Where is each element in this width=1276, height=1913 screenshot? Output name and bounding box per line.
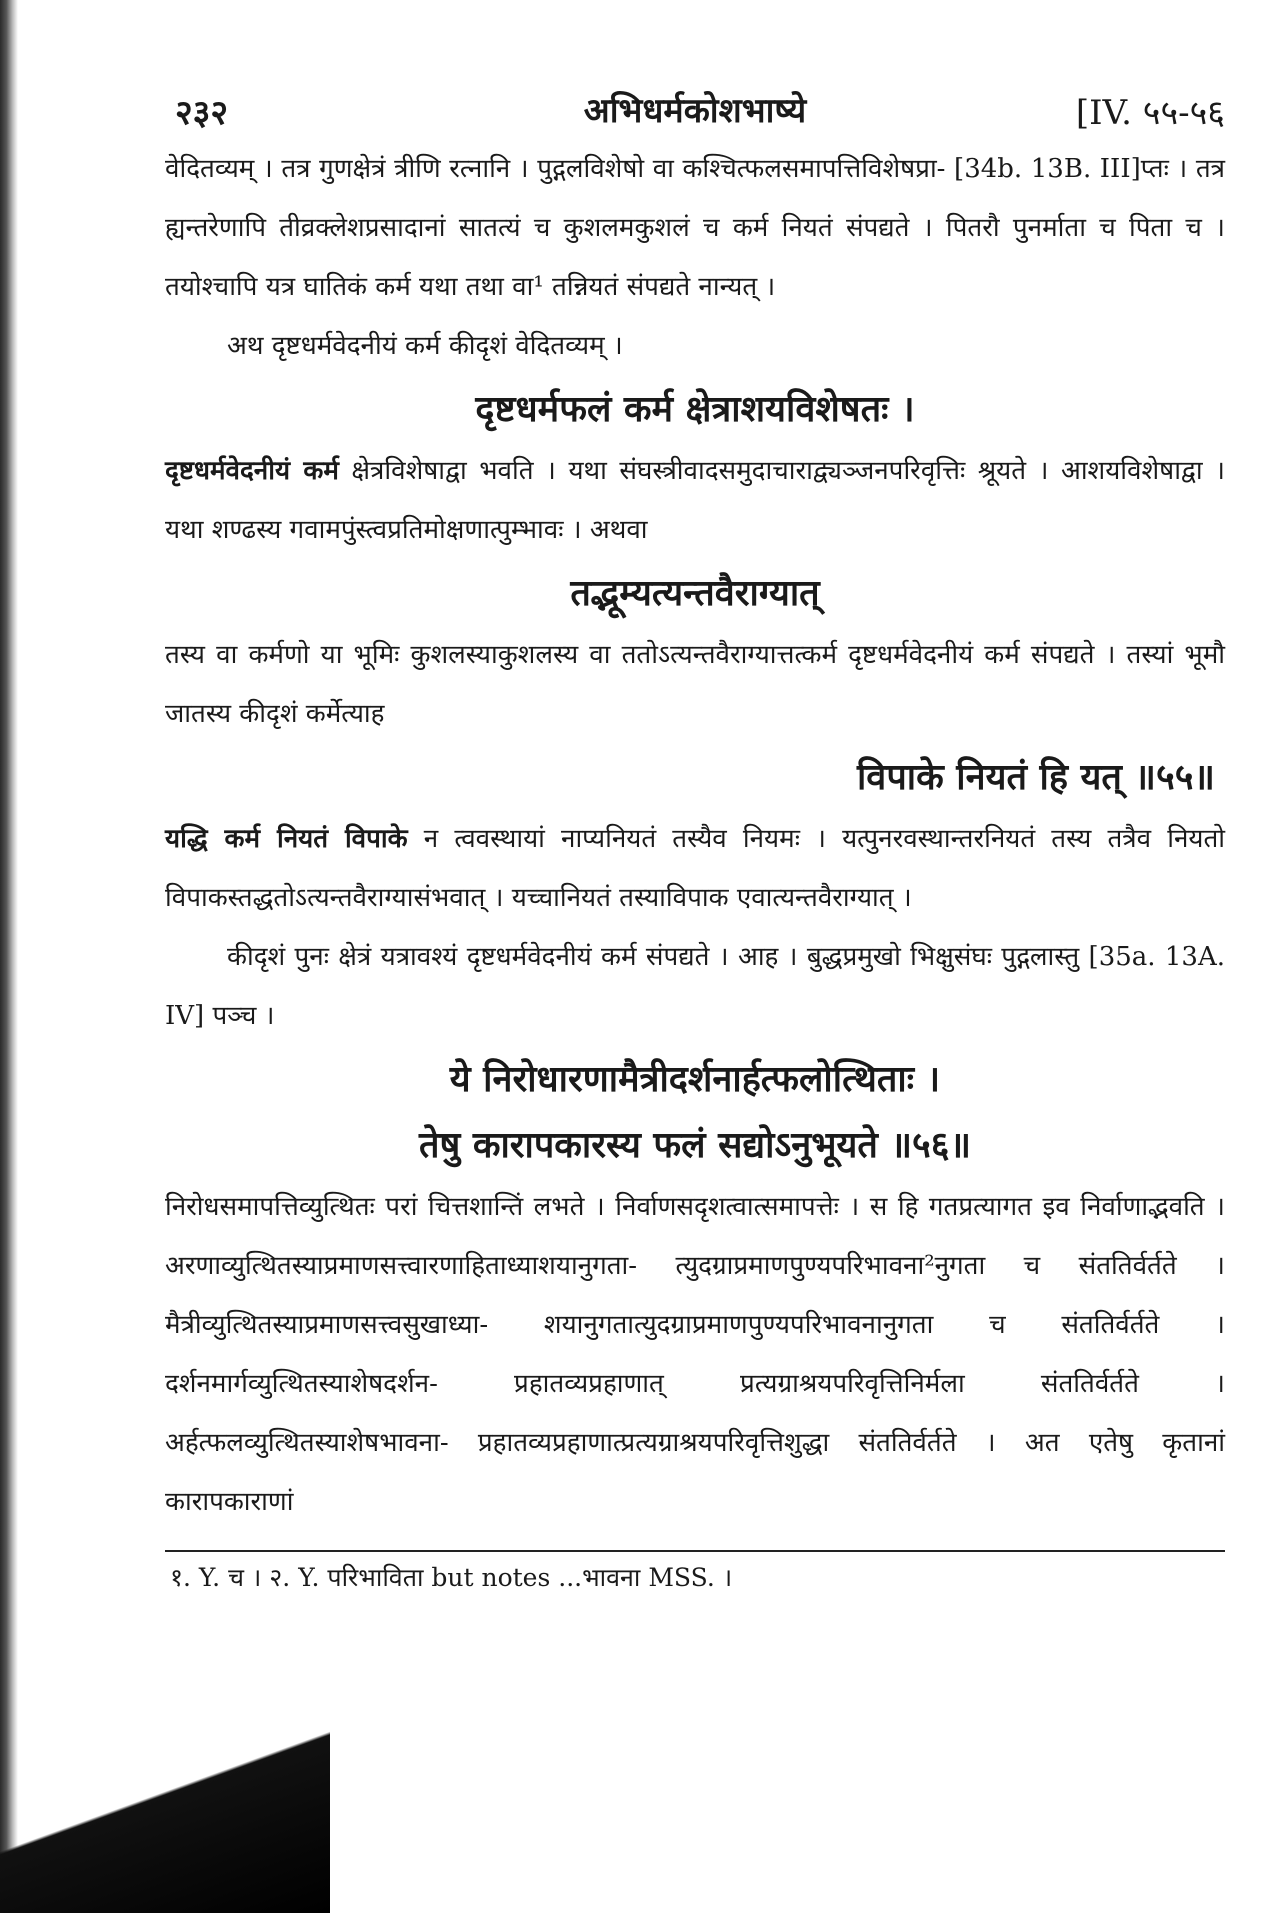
paragraph-1: वेदितव्यम् । तत्र गुणक्षेत्रं त्रीणि रत्नानि । पुद्गलविशेषो वा कश्चित्फलसमापत्तिविशेषप्रा- [34b. 13B. III]प्तः । तत्र ह्यन्तरेणापि तीव्रक्लेशप्रसादानां सातत्यं च कुशलमकुशलं च कर्म नियतं संपद्यते । पितरौ पुनर्माता च पिता च । तयोश्चापि यत्र घातिकं कर्म यथा तथा वा¹ तन्नियतं संपद्यते नान्यत् ।: [165, 154, 1225, 302]
page-number: २३२: [175, 93, 229, 133]
paragraph-5: [165, 810, 1225, 928]
paragraph-4: तस्य वा कर्मणो या भूमिः कुशलस्याकुशलस्य वा ततोऽत्यन्तवैराग्यात्तत्कर्म दृष्टधर्मवेदनीयं कर्म संपद्यते । तस्यां भूमौ जातस्य कीदृशं कर्मेत्याह: [165, 640, 1225, 729]
book-spine-shadow: [0, 0, 18, 1913]
footnotes: १. Y. च । २. Y. परिभाविता but notes ...भावना MSS. ।: [170, 1563, 733, 1592]
paragraph-2: अथ दृष्टधर्मवेदनीयं कर्म कीदृशं वेदितव्यम् ।: [227, 331, 623, 361]
section-reference: [IV. ५५-५६: [1075, 93, 1225, 133]
karika-verse-3: विपाके नियतं हि यत् ॥५५॥: [856, 756, 1215, 798]
paragraph-3-lead: दृष्टधर्मवेदनीयं कर्म: [165, 456, 339, 486]
page-corner-shadow: [0, 1703, 330, 1913]
paragraph-3-text: क्षेत्रविशेषाद्वा भवति । यथा संघस्त्रीवादसमुदाचाराद्व्यञ्जनपरिवृत्तिः श्रूयते । आशयविशेषाद्वा । यथा शण्ढस्य गवामपुंस्त्वप्रतिमोक्षणात्पुम्भावः । अथवा: [165, 456, 1225, 545]
karika-verse-4: ये निरोधारणामैत्रीदर्शनार्हत्फलोत्थिताः ।: [449, 1058, 941, 1100]
running-title: अभिधर्मकोशभाष्ये: [583, 91, 807, 131]
paragraph-5-lead: यद्धि कर्म नियतं विपाके: [165, 824, 408, 854]
paragraph-7: निरोधसमापत्तिव्युत्थितः परां चित्तशान्तिं लभते । निर्वाणसदृशत्वात्समापत्तेः । स हि गतप्रत्यागत इव निर्वाणाद्भवति । अरणाव्युत्थितस्याप्रमाणसत्त्वारणाहिताध्याशयानुगता- त्युदग्राप्रमाणपुण्यपरिभावना²नुगता च संततिर्वर्तते । मैत्रीव्युत्थितस्याप्रमाणसत्त्वसुखाध्या- शयानुगतात्युदग्राप्रमाणपुण्यपरिभावनानुगता च संततिर्वर्तते । दर्शनमार्गव्युत्थितस्याशेषदर्शन- प्रहातव्यप्रहाणात् प्रत्यग्राश्रयपरिवृत्तिनिर्मला संततिर्वर्तते । अर्हत्फलव्युत्थितस्याशेषभावना- प्रहातव्यप्रहाणात्प्रत्यग्राश्रयपरिवृत्तिशुद्धा संततिर्वर्तते । अत एतेषु कृतानां कारापकाराणां: [165, 1192, 1225, 1517]
running-header: [165, 80, 1225, 140]
paragraph-6: कीदृशं पुनः क्षेत्रं यत्रावश्यं दृष्टधर्मवेदनीयं कर्म संपद्यते । आह । बुद्धप्रमुखो भिक्षुसंघः पुद्गलास्तु [35a. 13A. IV] पञ्च ।: [165, 942, 1225, 1031]
paragraph-5-text: न त्ववस्थायां नाप्यनियतं तस्यैव नियमः । यत्पुनरवस्थान्तरनियतं तस्य तत्रैव नियतो विपाकस्तद्धतोऽत्यन्तवैराग्यासंभवात् । यच्चानियतं तस्याविपाक एवात्यन्तवैराग्यात् ।: [165, 824, 1226, 913]
karika-verse-1: दृष्टधर्मफलं कर्म क्षेत्राशयविशेषतः ।: [475, 388, 915, 430]
karika-verse-5: तेषु कारापकारस्य फलं सद्योऽनुभूयते ॥५६॥: [418, 1124, 972, 1166]
paragraph-3: [165, 442, 1225, 560]
karika-verse-2: तद्भूम्यत्यन्तवैराग्यात्: [570, 572, 820, 614]
page: [165, 80, 1225, 1604]
